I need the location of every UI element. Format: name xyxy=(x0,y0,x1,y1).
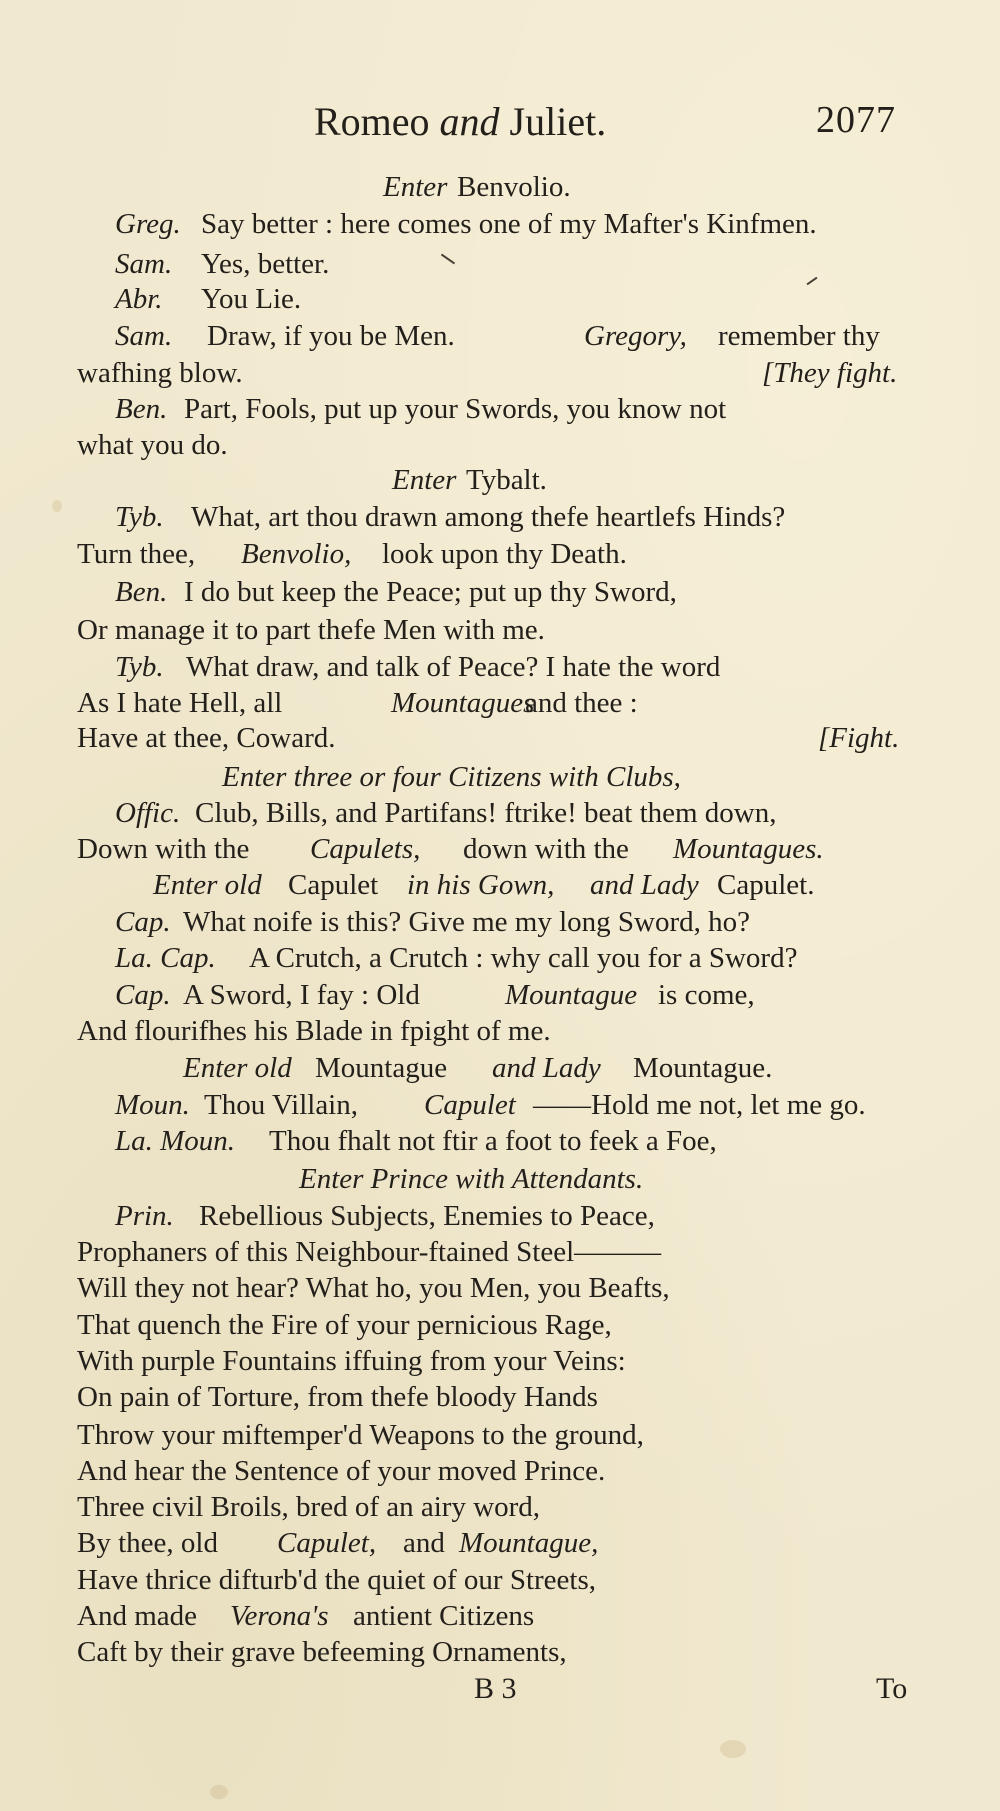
italic-text: Enter xyxy=(383,171,448,203)
roman-text: and xyxy=(403,1527,445,1559)
roman-text: You Lie. xyxy=(201,283,302,315)
italic-text: Enter old xyxy=(153,869,262,901)
text-line xyxy=(0,280,1000,318)
italic-text: [Fight. xyxy=(818,722,900,754)
italic-text: and Lady xyxy=(492,1052,601,1084)
italic-text: Tyb. xyxy=(115,501,164,533)
text-line xyxy=(0,1633,1000,1671)
roman-text: Throw your miftemper'd Weapons to the ground, xyxy=(77,1419,644,1451)
text-line xyxy=(0,1452,1000,1490)
roman-text: And flourifhes his Blade in fpight of me. xyxy=(77,1015,551,1047)
text-line xyxy=(0,1197,1000,1235)
roman-text: And hear the Sentence of your moved Prince. xyxy=(77,1455,606,1487)
roman-text: Tybalt. xyxy=(466,464,547,496)
text-line xyxy=(0,426,1000,464)
roman-text: antient Citizens xyxy=(353,1600,535,1632)
text-line xyxy=(0,1488,1000,1526)
text-line xyxy=(0,611,1000,649)
roman-text: As I hate Hell, all xyxy=(77,687,283,719)
roman-text: is come, xyxy=(658,979,755,1011)
text-line xyxy=(0,1561,1000,1599)
text-line xyxy=(0,1122,1000,1160)
text-line xyxy=(0,1012,1000,1050)
roman-text: Mountague xyxy=(315,1052,448,1084)
roman-text: Benvolio. xyxy=(457,171,571,203)
roman-text: Turn thee, xyxy=(77,538,196,570)
roman-text: Thou fhalt not ftir a foot to feek a Foe, xyxy=(269,1125,717,1157)
roman-text: Have thrice difturb'd the quiet of our Streets, xyxy=(77,1564,597,1596)
text-line xyxy=(0,1524,1000,1562)
roman-text: Part, Fools, put up your Swords, you know not xyxy=(184,393,727,425)
text-line xyxy=(0,168,1000,206)
text-line xyxy=(0,573,1000,611)
signature-mark: B 3 xyxy=(474,1672,517,1705)
italic-text: Gregory, xyxy=(584,320,687,352)
text-line xyxy=(0,461,1000,499)
roman-text: With purple Fountains iffuing from your Veins: xyxy=(77,1345,626,1377)
roman-text: Say better : here comes one of my Mafter's Kinfmen. xyxy=(201,208,817,240)
roman-text: what you do. xyxy=(77,429,228,461)
roman-text: That quench the Fire of your pernicious Rage, xyxy=(77,1309,612,1341)
running-title: Romeo and Juliet. xyxy=(314,99,607,144)
text-line xyxy=(0,354,1000,392)
text-line xyxy=(0,245,1000,283)
roman-text: Will they not hear? What ho, you Men, you Beafts, xyxy=(77,1272,670,1304)
italic-text: La. Cap. xyxy=(115,942,216,974)
text-line xyxy=(0,1086,1000,1124)
italic-text: Mountagues xyxy=(391,687,535,719)
italic-text: Enter Prince with Attendants. xyxy=(299,1163,644,1195)
text-line xyxy=(0,866,1000,904)
italic-text: Sam. xyxy=(115,320,173,352)
roman-text: Club, Bills, and Partifans! ftrike! beat them down, xyxy=(195,797,777,829)
roman-text: Have at thee, Coward. xyxy=(77,722,336,754)
text-line xyxy=(0,794,1000,832)
text-line xyxy=(0,1269,1000,1307)
text-line xyxy=(0,390,1000,428)
roman-text: ——Hold me not, let me go. xyxy=(533,1089,866,1121)
text-line xyxy=(0,648,1000,686)
text-line xyxy=(0,903,1000,941)
roman-text: What noife is this? Give me my long Sword, ho? xyxy=(183,906,751,938)
text-line xyxy=(0,1416,1000,1454)
italic-text: Capulet xyxy=(424,1089,516,1121)
italic-text: Enter old xyxy=(183,1052,292,1084)
italic-text: Prin. xyxy=(115,1200,174,1232)
roman-text: wafhing blow. xyxy=(77,357,243,389)
italic-text: Capulet, xyxy=(277,1527,377,1559)
text-line xyxy=(0,1160,1000,1198)
text-line xyxy=(0,1342,1000,1380)
roman-text: Caft by their grave befeeming Ornaments, xyxy=(77,1636,567,1668)
paper-stain xyxy=(720,1740,746,1758)
roman-text: By thee, old xyxy=(77,1527,218,1559)
italic-text: Enter three or four Citizens with Clubs, xyxy=(222,761,681,793)
roman-text: Capulet. xyxy=(717,869,815,901)
italic-text: Enter xyxy=(392,464,457,496)
italic-text: in his Gown, xyxy=(407,869,555,901)
italic-text: Ben. xyxy=(115,393,168,425)
italic-text: [They fight. xyxy=(762,357,898,389)
italic-text: Offic. xyxy=(115,797,181,829)
roman-text: Prophaners of this Neighbour-ftained Steel——— xyxy=(77,1236,662,1268)
italic-text: La. Moun. xyxy=(115,1125,236,1157)
text-line xyxy=(0,317,1000,355)
roman-text: A Crutch, a Crutch : why call you for a Sword? xyxy=(249,942,798,974)
text-line xyxy=(0,939,1000,977)
roman-text: Mountague. xyxy=(633,1052,773,1084)
roman-text: What, art thou drawn among thefe heartlefs Hinds? xyxy=(191,501,786,533)
paper-stain xyxy=(210,1785,228,1799)
roman-text: Or manage it to part thefe Men with me. xyxy=(77,614,545,646)
italic-text: Verona's xyxy=(230,1600,329,1632)
page-number: 2077 xyxy=(816,99,896,141)
text-line xyxy=(0,684,1000,722)
catchword: To xyxy=(876,1672,908,1705)
text-line xyxy=(0,830,1000,868)
roman-text: What draw, and talk of Peace? I hate the word xyxy=(186,651,721,683)
roman-text: remember thy xyxy=(718,320,880,352)
text-line xyxy=(0,498,1000,536)
page-footer xyxy=(0,1672,1000,1716)
italic-text: and Lady xyxy=(590,869,699,901)
italic-text: Sam. xyxy=(115,248,173,280)
roman-text: And made xyxy=(77,1600,197,1632)
text-line xyxy=(0,1378,1000,1416)
roman-text: down with the xyxy=(463,833,629,865)
roman-text: A Sword, I fay : Old xyxy=(183,979,420,1011)
italic-text: Mountague, xyxy=(459,1527,599,1559)
roman-text: look upon thy Death. xyxy=(382,538,627,570)
text-line xyxy=(0,758,1000,796)
running-header xyxy=(0,98,1000,154)
italic-text: Ben. xyxy=(115,576,168,608)
italic-text: Moun. xyxy=(115,1089,190,1121)
italic-text: Cap. xyxy=(115,906,171,938)
italic-text: Abr. xyxy=(115,283,163,315)
text-line xyxy=(0,1597,1000,1635)
text-line xyxy=(0,1049,1000,1087)
roman-text: Thou Villain, xyxy=(204,1089,358,1121)
text-line xyxy=(0,1233,1000,1271)
roman-text: Yes, better. xyxy=(201,248,330,280)
roman-text: Three civil Broils, bred of an airy word, xyxy=(77,1491,541,1523)
roman-text: Capulet xyxy=(288,869,379,901)
italic-text: Cap. xyxy=(115,979,171,1011)
roman-text: On pain of Torture, from thefe bloody Hands xyxy=(77,1381,598,1413)
text-line xyxy=(0,976,1000,1014)
roman-text: I do but keep the Peace; put up thy Sword, xyxy=(184,576,677,608)
roman-text: and thee : xyxy=(525,687,638,719)
italic-text: Tyb. xyxy=(115,651,164,683)
italic-text: Mountagues. xyxy=(673,833,824,865)
italic-text: Mountague xyxy=(505,979,638,1011)
text-line xyxy=(0,535,1000,573)
italic-text: Capulets, xyxy=(310,833,421,865)
text-line xyxy=(0,205,1000,243)
text-line xyxy=(0,719,1000,757)
roman-text: Rebellious Subjects, Enemies to Peace, xyxy=(199,1200,655,1232)
italic-text: Benvolio, xyxy=(241,538,352,570)
roman-text: Down with the xyxy=(77,833,250,865)
roman-text: Draw, if you be Men. xyxy=(207,320,455,352)
text-line xyxy=(0,1306,1000,1344)
italic-text: Greg. xyxy=(115,208,181,240)
